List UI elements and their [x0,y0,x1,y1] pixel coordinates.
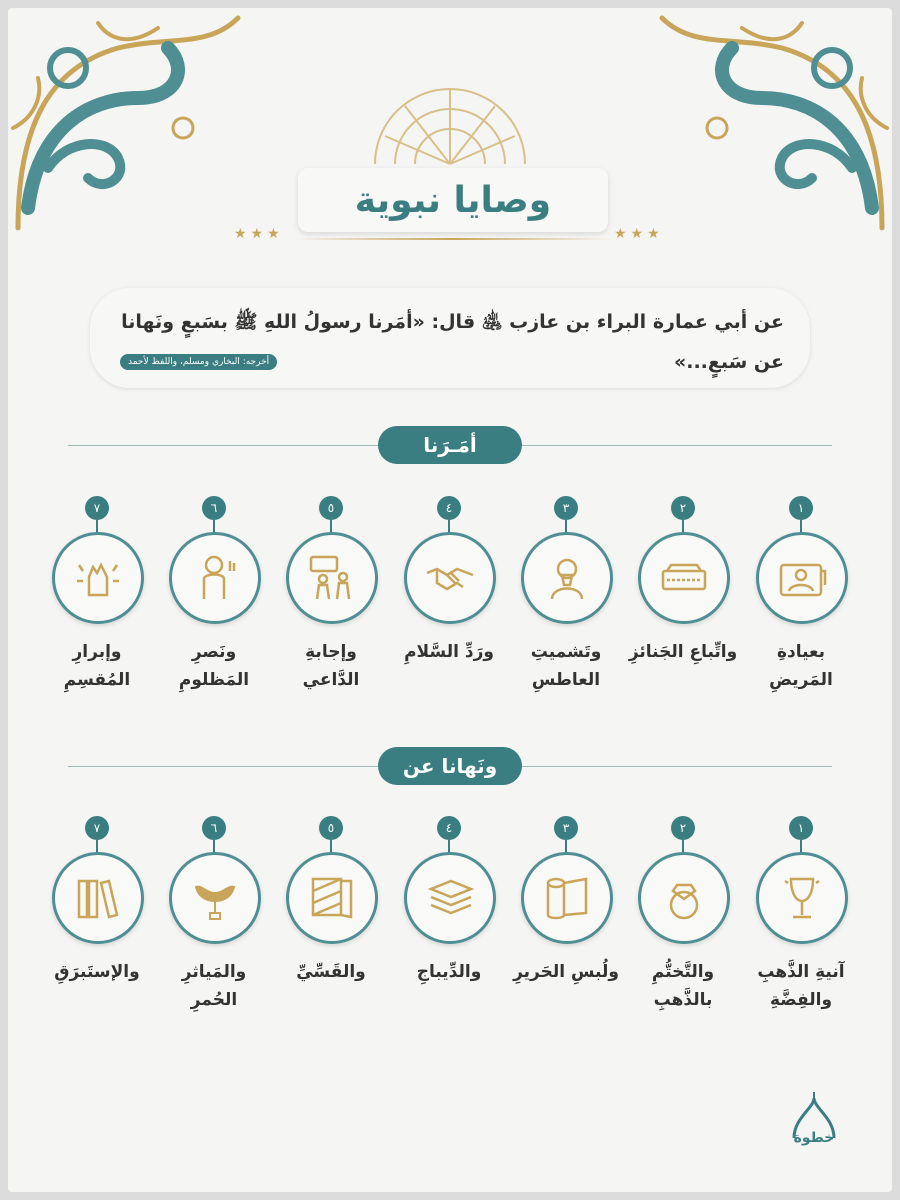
ring-icon [638,852,730,944]
item-label: ونَصرِ المَظلومِ [178,642,250,690]
item-label: والإستَبرَقِ [54,962,140,982]
title-box [298,168,608,232]
item-number: ١ [789,496,813,520]
brand-logo [764,1090,864,1170]
item-label: ورَدِّ السَّلامِ [404,642,494,662]
item-label: وإبرارِ المُقسِمِ [63,642,131,690]
item-label: والدِّيباجِ [416,962,482,982]
item-number: ٧ [85,496,109,520]
ornament-corner-left-icon [8,8,248,238]
item-number: ٦ [202,816,226,840]
item-label: وتَشميتِ العاطسِ [530,642,602,690]
item-number: ٥ [319,816,343,840]
handshake-icon [404,532,496,624]
item-label: والمَياثرِ الحُمرِ [181,962,247,1010]
item-number: ٤ [437,496,461,520]
item-number: ٥ [319,496,343,520]
sneezing-person-icon [521,532,613,624]
section-forbade-title: ونَهانا عن [378,747,522,785]
section-commanded-title: أمَـرَنا [378,426,522,464]
item-number: ٢ [671,496,695,520]
saddle-icon [169,852,261,944]
ornament-corner-right-icon [652,8,892,238]
item-label: ولُبسِ الحَريرِ [513,962,619,982]
raised-fist-icon [52,532,144,624]
oppressed-person-icon [169,532,261,624]
stars-left-icon: ★★★ [234,226,284,242]
title-divider [292,238,612,240]
item-number: ٢ [671,816,695,840]
item-label: بعيادةِ المَريضِ [769,642,833,690]
silk-roll-icon [521,852,613,944]
coffin-icon [638,532,730,624]
goblet-icon [756,852,848,944]
item-number: ١ [789,816,813,840]
hadith-box [90,288,810,388]
item-number: ٧ [85,816,109,840]
logo-text: خطوة [793,1130,835,1146]
invitation-icon [286,532,378,624]
item-label: واتِّباعِ الجَنائزِ [628,642,738,662]
item-label: والتَّختُّمِ بالذَّهبِ [651,962,715,1010]
page-title: وصايا نبوية [354,179,552,221]
item-label: وإجابةِ الدَّاعي [302,642,360,690]
patient-bed-icon [756,532,848,624]
item-label: آنيةِ الذَّهبِ والفِضَّةِ [757,962,845,1010]
rosette-ornament-icon [365,76,535,166]
source-badge: أخرجه: البخاري ومسلم، واللفظ لأحمد [120,354,277,370]
item-number: ٦ [202,496,226,520]
item-number: ٣ [554,496,578,520]
brocade-icon [404,852,496,944]
item-number: ٣ [554,816,578,840]
fabric-icon [286,852,378,944]
item-label: والقَسِّيِّ [296,962,366,982]
thick-silk-icon [52,852,144,944]
hadith-text: عن أبي عمارة البراء بن عازب ﵁ قال: «أمَرنا رسولُ اللهِ ﷺ بسَبعٍ ونَهانا عن سَبعٍ...» [121,311,784,373]
poster-page [8,8,892,1192]
item-number: ٤ [437,816,461,840]
stars-right-icon: ★★★ [614,226,664,242]
